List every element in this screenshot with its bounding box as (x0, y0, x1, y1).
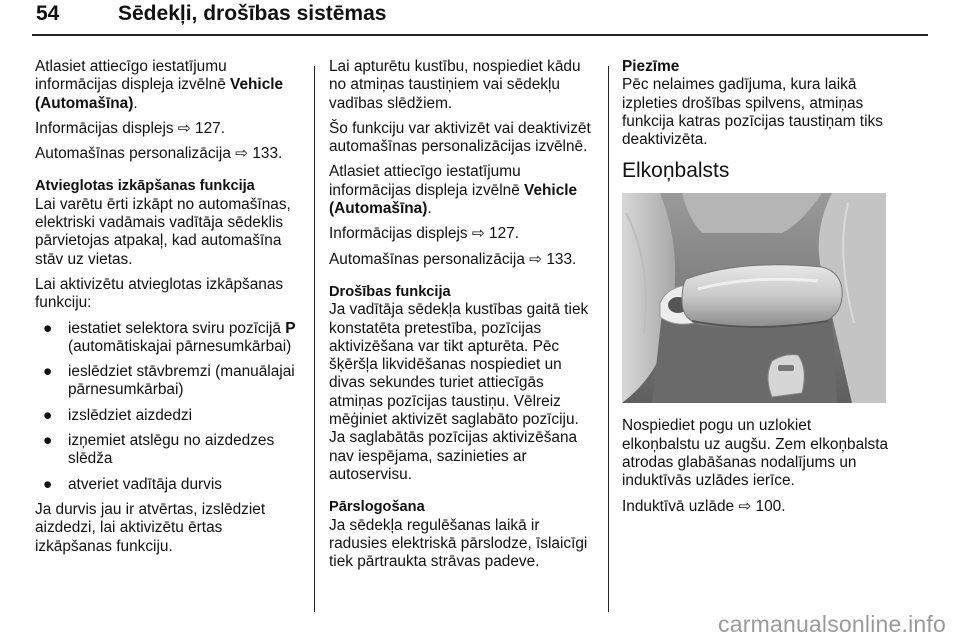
section-title: Elkoņbalsts (622, 159, 730, 183)
page-title: Sēdekļi, drošības sistēmas (118, 2, 387, 25)
bullet-icon: ● (43, 319, 53, 337)
ref-vehicle-personalization: Automašīnas personalizācija ⇨ 133. (329, 250, 577, 268)
paragraph-stop-movement: Lai apturētu kustību, nospiediet kādu no atmiņas taustiņiem vai sēdekļu vadības slēdžiem. (329, 58, 581, 112)
ref-info-display: Informācijas displejs ⇨ 127. (35, 119, 225, 137)
paragraph-vehicle-menu: Atlasiet attiecīgo iestatījumu informācijas displeja izvēlnē Vehicle (Automašīna). (329, 163, 578, 218)
column-1 (35, 58, 303, 563)
ref-inductive-charging: Induktīvā uzlāde ⇨ 100. (622, 497, 786, 515)
paragraph-doors-open: Ja durvis jau ir atvērtas, izslēdziet aizdedzi, lai aktivizētu ērtas izkāpšanas funkciju. (35, 500, 266, 555)
bullet-icon: ● (43, 432, 53, 450)
list-item: ● iestatiet selektora sviru pozīcijā P (automātiskajai pārnesumkārbai) (43, 319, 296, 355)
list-item: ● izņemiet atslēgu no aizdedzes slēdža (43, 432, 275, 468)
heading-safety-function: Drošības funkcija (329, 283, 451, 300)
bullet-icon: ● (43, 363, 53, 381)
heading-overload: Pārslogošana (329, 499, 425, 516)
paragraph-overload: Ja sēdekļa regulēšanas laikā ir radusies elektriskā pārslodze, īslaicīgi tiek pārtraukta strāvas padeve. (329, 516, 588, 571)
ref-info-display: Informācijas displejs ⇨ 127. (329, 225, 519, 243)
note-text: Pēc nelaimes gadījuma, kura laikā izpleties drošības spilvens, atmiņas funkcija katras pozīcijas taustiņam tiks deaktivizēta. (622, 76, 883, 149)
list-item: ● atveriet vadītāja durvis (43, 475, 222, 493)
list-item: ● ieslēdziet stāvbremzi (manuālajai pārnesumkārbai) (43, 363, 295, 399)
paragraph-armrest: Nospiediet pogu un uzlokiet elkoņbalstu uz augšu. Zem elkoņbalsta atrodas glabāšanas nodalījums un induktīvās uzlādes ierīce. (622, 417, 889, 490)
bullet-list (35, 320, 303, 494)
armrest-illustration (622, 193, 886, 403)
paragraph-easy-exit: Lai varētu ērti izkāpt no automašīnas, elektriski vadāmais vadītāja sēdeklis pārvietojas atpakaļ, kad automašīna stāv uz vietas. (35, 195, 291, 268)
column-divider-2 (608, 66, 609, 612)
paragraph-vehicle-menu: Atlasiet attiecīgo iestatījumu informācijas displeja izvēlnē Vehicle (Automašīna). (35, 58, 284, 112)
page-number: 54 (36, 2, 60, 25)
note-title: Piezīme (622, 58, 680, 75)
bullet-icon: ● (43, 406, 53, 424)
paragraph-activate: Lai aktivizētu atvieglotas izkāpšanas funkciju: (35, 275, 284, 312)
heading-easy-exit: Atvieglotas izkāpšanas funkcija (35, 178, 255, 195)
ref-vehicle-personalization: Automašīnas personalizācija ⇨ 133. (35, 145, 283, 163)
column-2 (329, 58, 597, 578)
bullet-icon: ● (43, 475, 53, 493)
column-3 (622, 58, 890, 523)
list-item: ● izslēdziet aizdedzi (43, 406, 193, 424)
column-divider-1 (314, 66, 315, 612)
header-rule (32, 34, 928, 36)
paragraph-enable-disable: Šo funkciju var aktivizēt vai deaktivizēt automašīnas personalizācijas izvēlnē. (329, 119, 591, 156)
page-header (36, 2, 928, 32)
paragraph-safety-function: Ja vadītāja sēdekļa kustības gaitā tiek konstatēta pretestība, pozīcijas aktivizēšana var tikt apturēta. Pēc šķēršļa likvidēšanas nospiediet un divas sekundes turiet attiecīgās atmiņas pozīcijas taustiņu. Vēlreiz mēģiniet aktivizēt saglabāto pozīciju. Ja saglabātās pozīcijas aktivizēšana nav iespējama, sazinieties ar autoservisu. (329, 301, 589, 483)
watermark: carmanualsonline.info (718, 611, 946, 637)
